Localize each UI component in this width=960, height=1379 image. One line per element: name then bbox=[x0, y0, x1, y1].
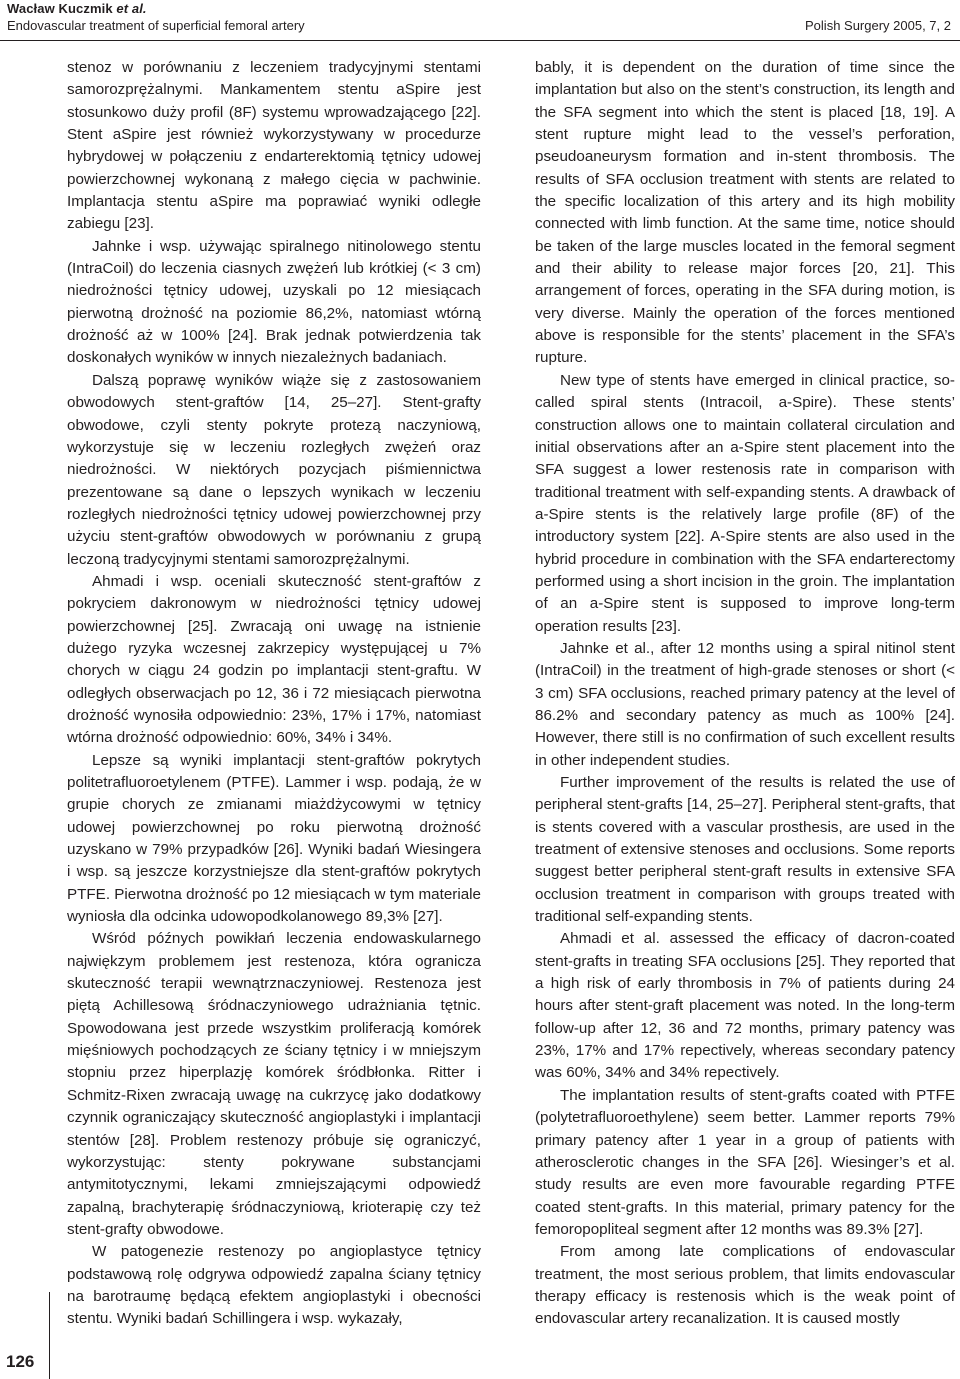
header-rule bbox=[0, 40, 960, 41]
right-paragraph: New type of stents have emerged in clinical practice, so-called spiral stents (Intracoil, a-Spire). These stents’ construction allows one to maintain collateral circulation and initial observations after an a-Spire stent placement into the SFA suggest a lower restenosis rate in comparison with traditional treatment with self-expanding stents. A drawback of a-Spire stents is the relatively large profile (8F) of the introductory system [22]. A-Spire stents are also used in the hybrid procedure in combination with the SFA endarterectomy performed using a short incision in the groin. The implantation of an a-Spire stent is supposed to improve long-term operation results [23]. bbox=[535, 371, 955, 635]
header-authors: Wacław Kuczmik et al. bbox=[7, 1, 147, 16]
page-number-rule bbox=[49, 1292, 50, 1379]
left-paragraph: Lepsze są wyniki implantacji stent-graftów pokrytych politetrafluoroetylenem (PTFE). Lammer i wsp. podają, że w grupie chorych ze zmianami miażdżycowymi w tętnicy udowej powierzchownej po roku pierwotną drożność uzyskano w 79% przypadków [26]. Wyniki badań Wiesingera i wsp. są jeszcze korzystniejsze dla stent-graftów pokrytych PTFE. Pierwotna drożność po 12 miesiącach w tym materiale wyniosła dla odcinka udowopodkolanowego 89,3% [27]. bbox=[67, 751, 481, 926]
right-paragraph: Jahnke et al., after 12 months using a spiral nitinol stent (IntraCoil) in the treatment of high-grade stenoses or short (< 3 cm) SFA occlusions, reached primary patency at the level of 86.2% and secondary patency as much as 100% [24]. However, there still is no confirmation of such excellent results in other independent studies. bbox=[535, 639, 955, 769]
left-paragraph: W patogenezie restenozy po angioplastyce tętnicy podstawową rolę odgrywa odpowiedź zapalna ściany tętnicy na barotraumę będącą efektem angioplastyki i obecności stentu. Wyniki badań Schillingera i wsp. wykazały, bbox=[67, 1243, 481, 1328]
right-paragraph: Further improvement of the results is related the use of peripheral stent-grafts [14, 25–27]. Peripheral stent-grafts, that is stents covered with a vascular prosthesis, are used in the treatment of extensive stenoses and occlusions. Some reports suggest better peripheral stent-graft results in extensive SFA occlusion treatment in comparison with groups treated with traditional self-expanding stents. bbox=[535, 774, 955, 926]
right-paragraph: Ahmadi et al. assessed the efficacy of dacron-coated stent-grafts in treating SFA occlusions [25]. They reported that a high risk of early thrombosis in 7% of patients during 24 hours after stent-graft placement was noted. In the long-term follow-up after 12, 36 and 72 months, primary patency was 23%, 17% and 17% repectively, whereas secondary patency was 60%, 34% and 34% repectively. bbox=[535, 930, 955, 1082]
left-paragraph: Wśród późnych powikłań leczenia endowaskularnego najwiękzym problemem jest restenoza, która ogranicza skuteczność terapii wewnątrznaczyniowej. Restenoza jest piętą Achillesową śródnaczyniowego udrażniania tętnic. Spowodowana jest przede wszystkim proliferacją komórek mięśniowych pochodzących ze ściany tętnicy i w mniejszym stopniu przez hiperplazję komórek śródbłonka. Ritter i Schmitz-Rixen zwracają uwagę na cukrzycę jako dodatkowy czynnik ograniczający skuteczność angioplastyki i implantacji stentów [28]. Problem restenozy próbuje się ograniczyć, wykorzystując: stenty pokrywane substancjami antymitotycznymi, lekami zmniejszającymi odpowiedź zapalną, brachyterapię śródnaczyniową, krioterapię czy też stent-grafty obwodowe. bbox=[67, 930, 481, 1238]
header-journal: Polish Surgery 2005, 7, 2 bbox=[805, 18, 951, 33]
left-paragraph: stenoz w porównaniu z leczeniem tradycyjnymi stentami samorozprężalnymi. Mankamentem stentu aSpire jest stosunkowo duży profil (8F) systemu wprowadzającego [22]. Stent aSpire jest również wykorzystywany w procedurze hybrydowej w połączeniu z endarterektomią tętnicy udowej powierzchownej wykonaną z małego cięcia w pachwinie. Implantacja stentu aSpire ma poprawiać wyniki odległe zabiegu [23]. bbox=[67, 59, 481, 233]
left-column bbox=[67, 57, 481, 1379]
left-paragraph: Ahmadi i wsp. oceniali skuteczność stent-graftów z pokryciem dakronowym w niedrożności tętnicy udowej powierzchownej [25]. Zwracają oni uwagę na istnienie dużego ryzyka wczesnej zakrzepicy występującej u 7% chorych w ciągu 24 godzin po implantacji stent-graftu. W odległych obserwacjach po 12, 36 i 72 miesiącach pierwotna drożność wynosiła odpowiednio: 23%, 17% i 17%, natomiast wtórna drożność odpowiednio: 60%, 34% i 34%. bbox=[67, 572, 481, 747]
header-short-title: Endovascular treatment of superficial femoral artery bbox=[7, 18, 305, 33]
right-paragraph: bably, it is dependent on the duration of time since the implantation but also on the stent’s construction, its length and the SFA segment into which the stent is placed [18, 19]. A stent rupture might lead to the vessel’s perforation, pseudoaneurysm formation and in-stent thrombosis. The results of SFA occlusion treatment with stents are related to the specific localization of this artery and its high mobility connected with limb function. At the same time, notice should be taken of the large muscles located in the femoral segment and their ability to release major forces [20, 21]. This arrangement of forces, operating in the SFA during motion, is very diverse. Mainly the operation of the forces mentioned above is responsible for the stents’ placement in the SFA’s rupture. bbox=[535, 59, 955, 367]
right-column bbox=[535, 57, 955, 1379]
page-number: 126 bbox=[6, 1352, 35, 1371]
running-header bbox=[0, 0, 960, 40]
right-paragraph: The implantation results of stent-grafts coated with PTFE (polytetrafluoroethylene) seem better. Lammer reports 79% primary patency after 1 year in a group of patients with atherosclerotic changes in the SFA [26]. Wiesinger’s et al. study results are even more favourable regarding PTFE coated stent-grafts. In this material, primary patency for the femoropopliteal segment after 12 months was 89.3% [27]. bbox=[535, 1086, 955, 1238]
left-paragraph: Jahnke i wsp. używając spiralnego nitinolowego stentu (IntraCoil) do leczenia ciasnych zwężeń lub krótkiej (< 3 cm) niedrożności tętnicy udowej, uzyskali po 12 miesiącach pierwotną drożność na poziomie 86,2%, natomiast wtórną drożność aż w 100% [24]. Brak jednak potwierdzenia tak doskonałych wyników w innych niezależnych badaniach. bbox=[67, 237, 481, 367]
right-paragraph: From among late complications of endovascular treatment, the most serious problem, that limits endovascular therapy efficacy is restenosis which is the weak point of endovascular artery recanalization. It is caused mostly bbox=[535, 1243, 955, 1328]
left-paragraph: Dalszą poprawę wyników wiąże się z zastosowaniem obwodowych stent-graftów [14, 25–27]. Stent-grafty obwodowe, czyli stenty pokryte protezą naczyniową, wykorzystuje się w leczeniu rozległych zwężeń oraz niedrożności. W niektórych pozycjach piśmiennictwa prezentowane są dane o lepszych wynikach w leczeniu rozległych niedrożności tętnicy udowej powierzchownej przy użyciu stent-graftów obwodowych w porównaniu z grupą leczoną tradycyjnymi stentami samorozprężalnymi. bbox=[67, 371, 481, 568]
